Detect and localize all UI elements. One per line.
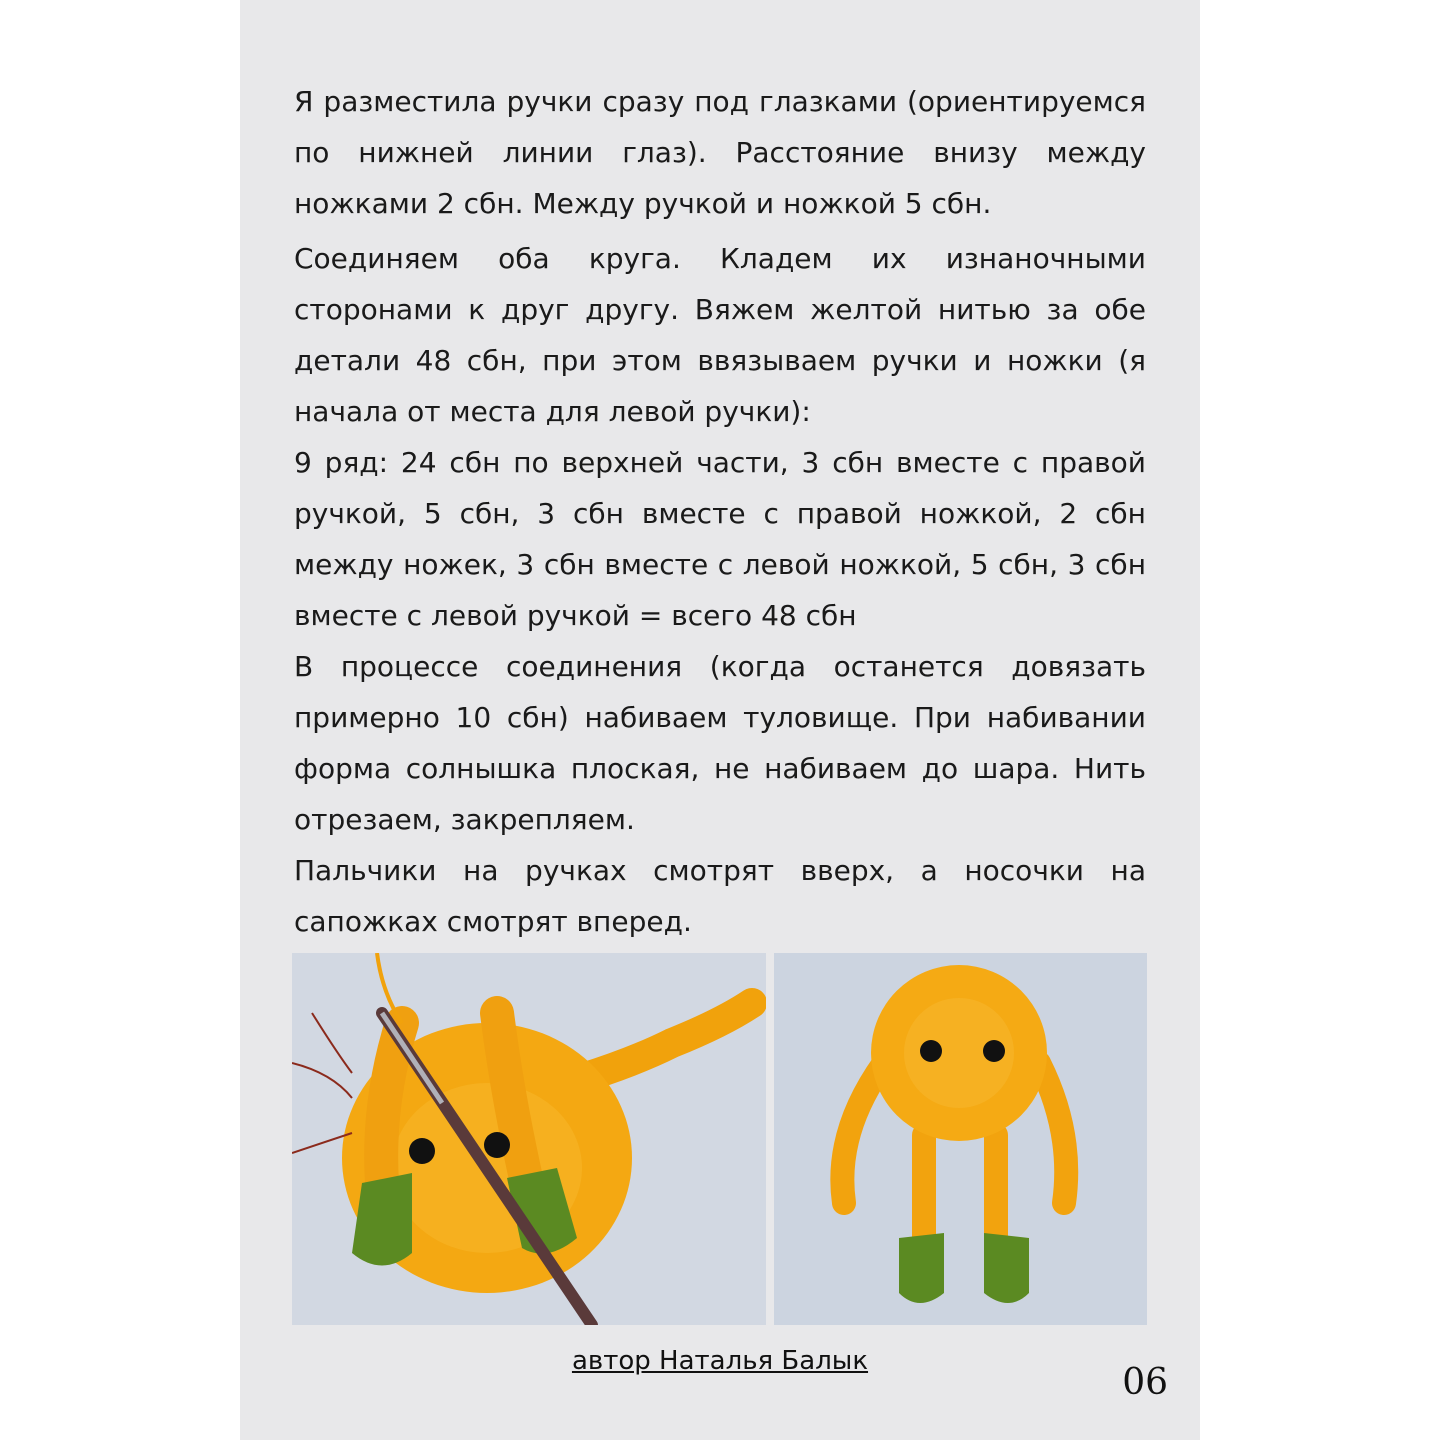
paragraph-5: Пальчики на ручках смотрят вверх, а носочки на сапожках смотрят вперед.: [294, 854, 1146, 938]
author-link[interactable]: автор Наталья Балык: [571, 1346, 869, 1376]
author-credit: [240, 1346, 1200, 1376]
photo-crochet-joining: [292, 953, 766, 1325]
paragraph-1: Я разместила ручки сразу под глазками (ориентируемся по нижней линии глаз). Расстояние внизу между ножками 2 сбн. Между ручкой и ножкой 5 сбн.: [294, 85, 1146, 220]
paragraph-2: Соединяем оба круга. Кладем их изнаночными сторонами к друг другу. Вяжем желтой нитью за обе детали 48 сбн, при этом ввязываем ручки и ножки (я начала от места для левой ручки):: [294, 242, 1146, 428]
photo-finished-sun-toy: [774, 953, 1147, 1325]
document-page: [240, 0, 1200, 1440]
paragraph-3: 9 ряд: 24 сбн по верхней части, 3 сбн вместе с правой ручкой, 5 сбн, 3 сбн вместе с правой ножкой, 2 сбн между ножек, 3 сбн вместе с левой ножкой, 5 сбн, 3 сбн вместе с левой ручкой = всего 48 сбн: [294, 446, 1146, 632]
page-number: 06: [1122, 1362, 1168, 1403]
body-text: [294, 76, 1146, 947]
paragraph-4: В процессе соединения (когда останется довязать примерно 10 сбн) набиваем туловище. При набивании форма солнышка плоская, не набиваем до шара. Нить отрезаем, закрепляем.: [294, 650, 1146, 836]
